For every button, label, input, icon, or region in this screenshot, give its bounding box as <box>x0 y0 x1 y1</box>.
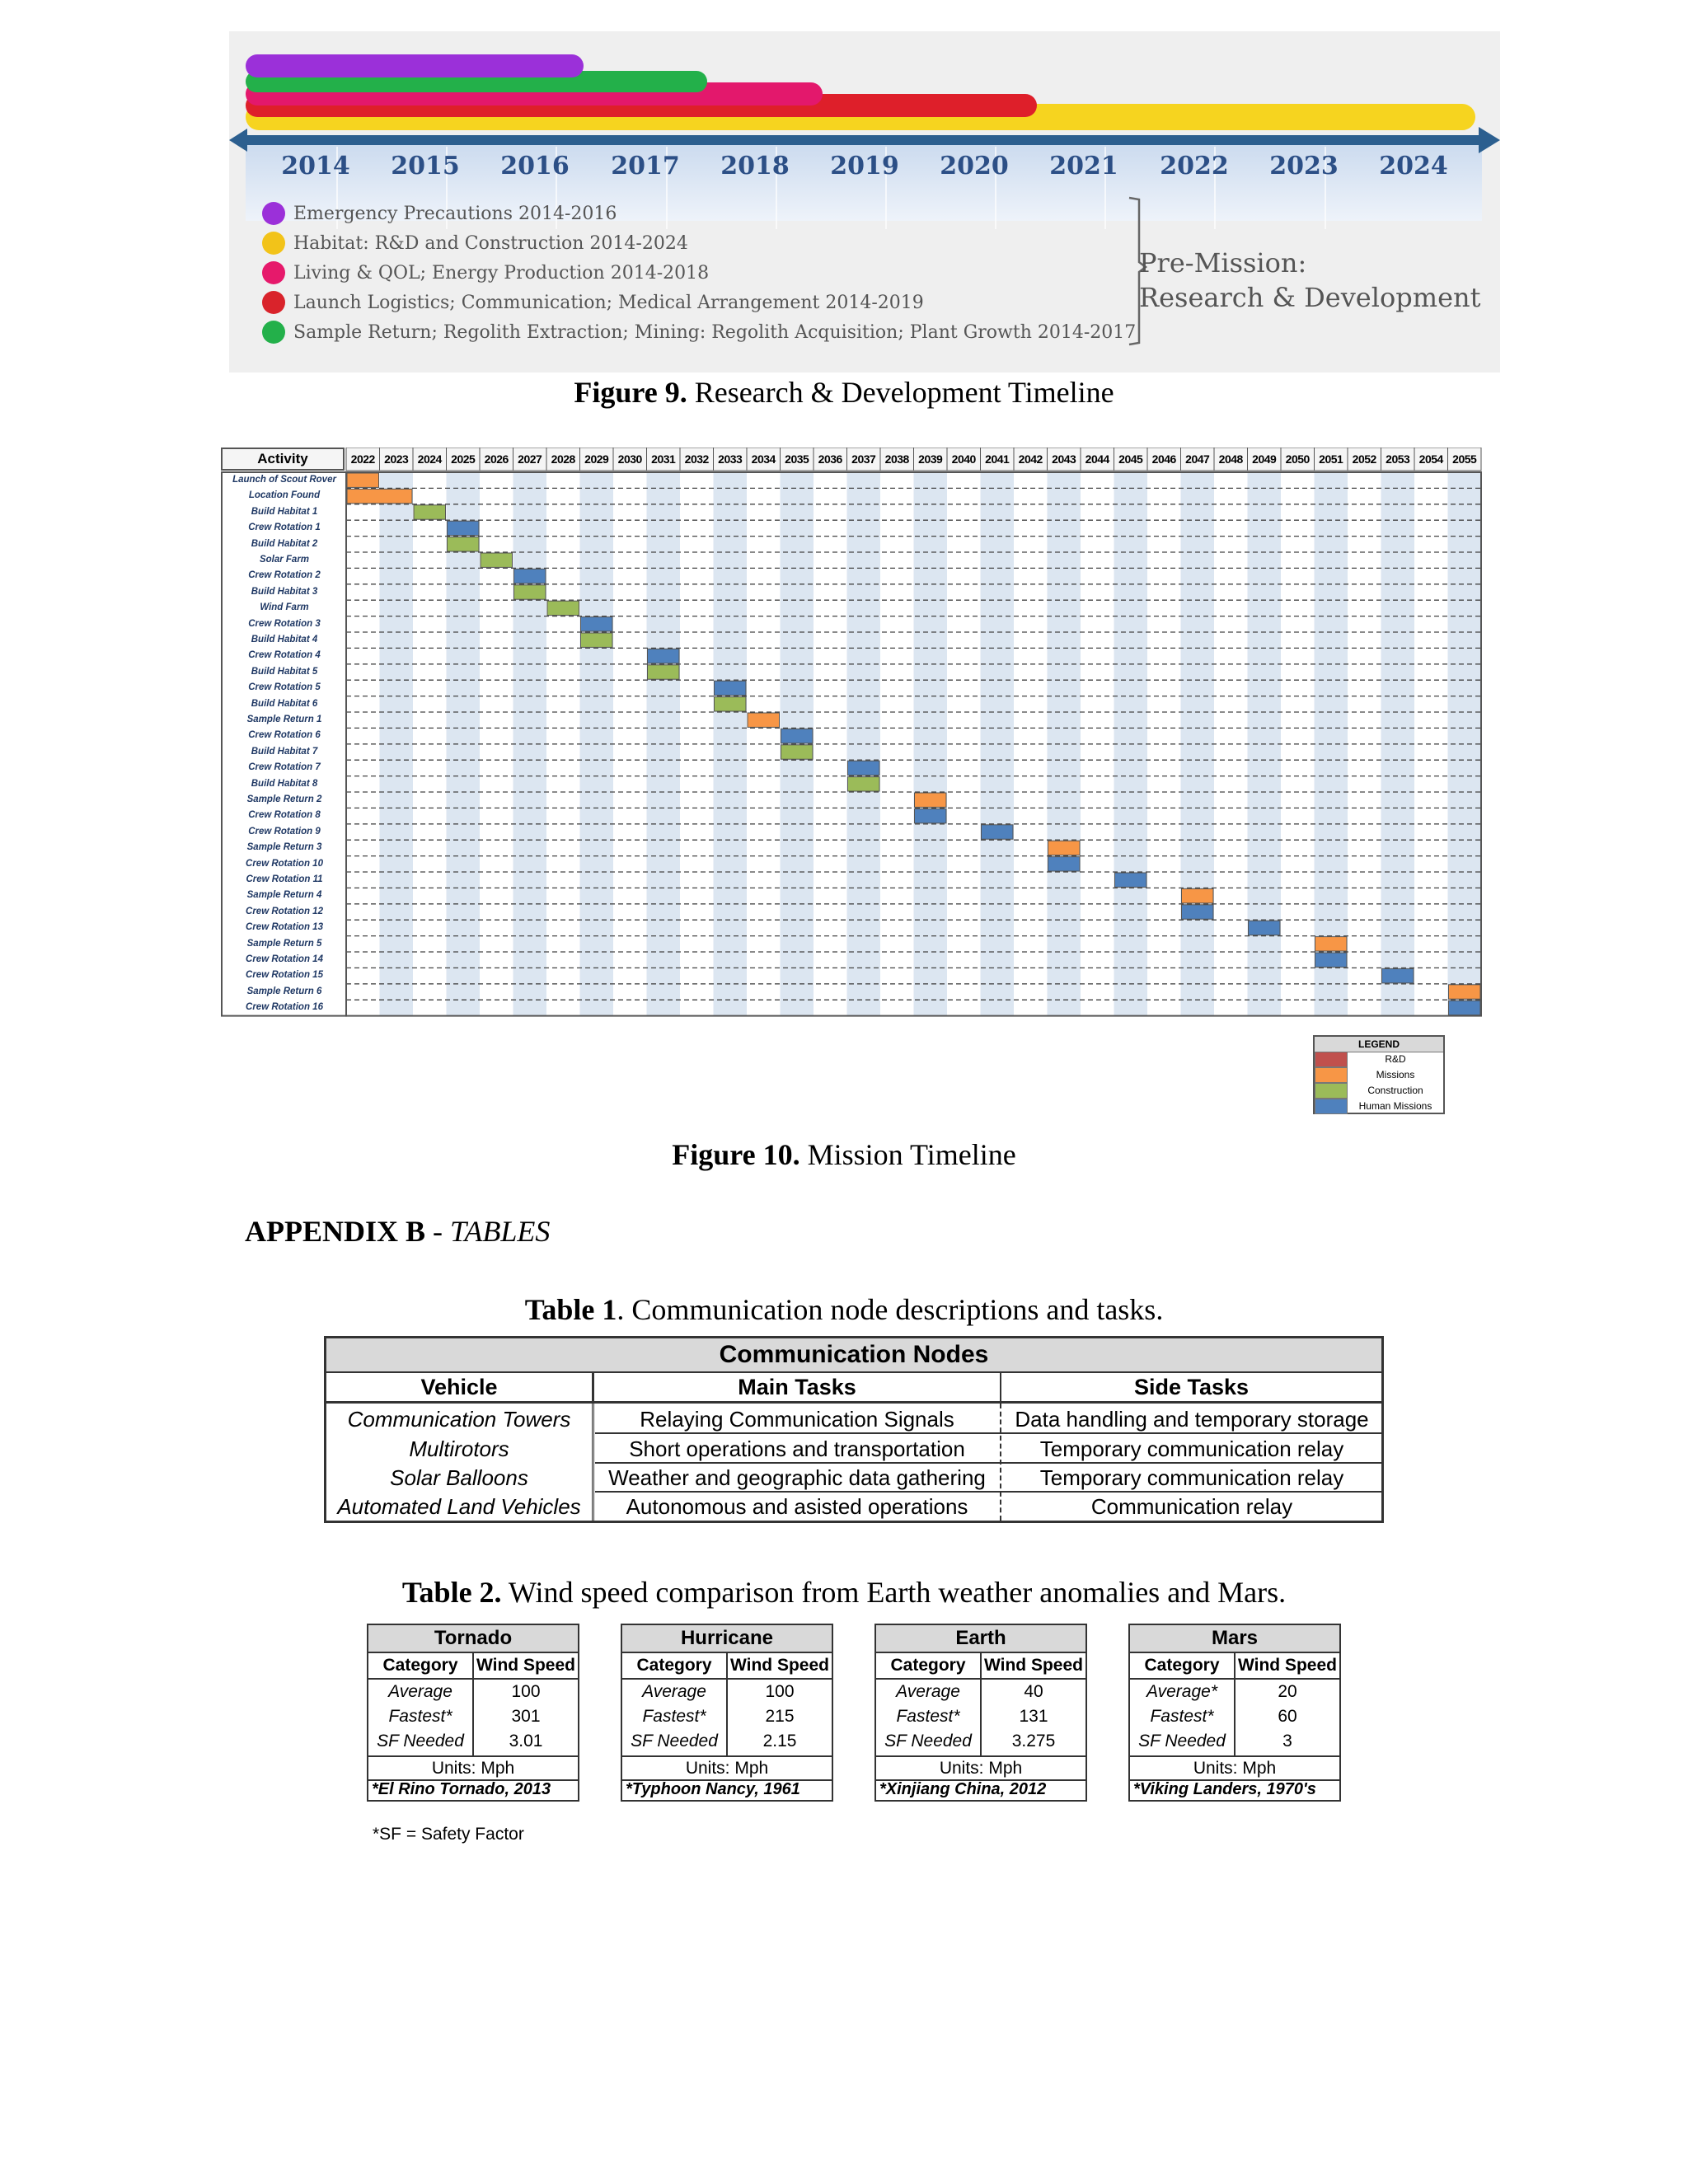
year-label: 2031 <box>651 452 676 466</box>
gantt-bar <box>514 585 546 599</box>
side-task-cell: Data handling and temporary storage <box>1015 1407 1369 1432</box>
legend-text: Habitat: R&D and Construction 2014-2024 <box>293 232 688 254</box>
arrow-left-icon <box>229 129 247 152</box>
activity-label: Crew Rotation 10 <box>246 858 323 869</box>
year-label: 2026 <box>484 452 509 466</box>
table-title: Earth <box>876 1625 1085 1653</box>
activity-label: Crew Rotation 1 <box>248 523 321 533</box>
category-header: Category <box>622 1653 726 1680</box>
gantt-bar <box>915 808 947 823</box>
table-1-caption <box>0 1292 1688 1327</box>
activity-label: Crew Rotation 7 <box>248 762 321 773</box>
year-label: 2052 <box>1352 452 1376 466</box>
wind-speed-cell: 131 <box>1019 1707 1048 1726</box>
units-row: Units: Mph <box>876 1755 1085 1781</box>
legend-dot-icon <box>262 232 285 255</box>
gantt-bar <box>1048 857 1081 871</box>
gantt-bar <box>648 665 680 679</box>
legend-label: R&D <box>1385 1053 1406 1065</box>
legend-item <box>262 288 924 316</box>
category-cell: SF Needed <box>377 1732 464 1750</box>
category-header: Category <box>368 1653 472 1680</box>
activity-label: Build Habitat 8 <box>251 778 318 789</box>
legend-label: Missions <box>1376 1069 1415 1080</box>
activity-label: Crew Rotation 6 <box>248 730 321 741</box>
wind-speed-header: Wind Speed <box>728 1653 832 1680</box>
gantt-bar <box>781 745 814 759</box>
legend-item <box>262 199 617 227</box>
caption-text: Mission Timeline <box>799 1138 1016 1171</box>
gantt-bar <box>781 729 814 743</box>
table-title: Communication Nodes <box>326 1338 1381 1373</box>
gantt-bar <box>481 553 513 567</box>
year-label: 2021 <box>1049 152 1118 180</box>
year-label: 2042 <box>1018 452 1043 466</box>
side-task-cell: Communication relay <box>1090 1494 1293 1519</box>
gantt-bar <box>1315 937 1348 951</box>
activity-label: Sample Return 4 <box>246 890 322 901</box>
activity-label: Crew Rotation 4 <box>248 650 321 661</box>
activity-label: Crew Rotation 15 <box>246 970 323 981</box>
gantt-bar <box>715 697 747 711</box>
table-title: Hurricane <box>622 1625 832 1653</box>
year-label: 2033 <box>718 452 743 466</box>
figure-10-mission-timeline <box>221 448 1482 1021</box>
column-header: Vehicle <box>326 1373 594 1404</box>
appendix-separator: - <box>425 1215 451 1248</box>
vehicle-cell: Solar Balloons <box>390 1465 528 1490</box>
wind-speed-cell: 20 <box>1278 1682 1297 1701</box>
appendix-heading <box>245 1214 550 1249</box>
arrow-right-icon <box>1479 127 1500 153</box>
caption-label: Figure 9. <box>574 376 687 409</box>
main-task-cell: Relaying Communication Signals <box>640 1407 954 1432</box>
gantt-bar <box>1182 888 1214 902</box>
category-cell: Fastest* <box>896 1707 960 1726</box>
activity-label: Build Habitat 7 <box>251 746 318 757</box>
pre-mission-title: Pre-Mission: <box>1139 247 1307 279</box>
gantt-bar <box>1449 1001 1481 1015</box>
legend-title: LEGEND <box>1315 1037 1443 1052</box>
gantt-bar <box>448 537 480 551</box>
legend-label: Human Missions <box>1358 1100 1432 1112</box>
activity-label: Sample Return 5 <box>246 938 322 949</box>
side-task-cell: Temporary communication relay <box>1039 1465 1344 1490</box>
year-label: 2035 <box>785 452 809 466</box>
legend-swatch <box>1315 1052 1348 1067</box>
activity-label: Crew Rotation 14 <box>246 954 323 964</box>
gantt-grid <box>221 448 1482 1021</box>
category-cell: SF Needed <box>631 1732 718 1750</box>
category-cell: Fastest* <box>642 1707 706 1726</box>
activity-label: Crew Rotation 8 <box>248 810 321 821</box>
source-note: *Xinjiang China, 2012 <box>879 1780 1047 1798</box>
legend-text: Sample Return; Regolith Extraction; Mining: Regolith Acquisition; Plant Growth 2014-2017 <box>293 321 1137 343</box>
activity-label: Build Habitat 6 <box>251 698 318 709</box>
appendix-title: TABLES <box>450 1215 551 1248</box>
source-note: *Viking Landers, 1970's <box>1133 1780 1316 1798</box>
figure-9-caption <box>0 375 1688 410</box>
category-header: Category <box>876 1653 980 1680</box>
gantt-bar <box>347 489 412 503</box>
year-label: 2051 <box>1319 452 1343 466</box>
main-task-cell: Autonomous and asisted operations <box>626 1494 968 1519</box>
vehicle-cell: Communication Towers <box>347 1407 571 1432</box>
mission-legend <box>1313 1035 1445 1114</box>
year-label: 2041 <box>985 452 1010 466</box>
year-label: 2048 <box>1218 452 1243 466</box>
table-title: Tornado <box>368 1625 578 1653</box>
legend-item <box>262 318 1136 346</box>
year-label: 2025 <box>451 452 476 466</box>
activity-label: Sample Return 1 <box>246 715 322 724</box>
year-label: 2055 <box>1452 452 1477 466</box>
year-label: 2045 <box>1118 452 1143 466</box>
legend-row <box>1315 1067 1443 1083</box>
year-label: 2022 <box>350 452 375 466</box>
safety-factor-footnote: *SF = Safety Factor <box>373 1825 524 1844</box>
year-label: 2043 <box>1052 452 1076 466</box>
year-label: 2036 <box>818 452 842 466</box>
activity-label: Build Habitat 4 <box>251 635 318 644</box>
gantt-bar <box>1115 873 1147 887</box>
year-label: 2054 <box>1418 452 1443 466</box>
year-label: 2023 <box>1269 152 1339 180</box>
wind-speed-header: Wind Speed <box>1236 1653 1339 1680</box>
communication-nodes-table <box>324 1336 1384 1523</box>
legend-item <box>262 259 709 287</box>
year-label: 2024 <box>417 452 442 466</box>
category-cell: Average <box>896 1682 960 1701</box>
activity-label: Sample Return 6 <box>246 986 322 996</box>
tornado-table <box>367 1624 579 1802</box>
gantt-bar <box>848 777 880 791</box>
caption-label: Figure 10. <box>672 1138 800 1171</box>
legend-label: Construction <box>1367 1085 1423 1096</box>
gantt-bar <box>715 681 747 695</box>
gantt-bar <box>748 713 780 727</box>
legend-text: Living & QOL; Energy Production 2014-2018 <box>293 262 710 284</box>
legend-dot-icon <box>262 202 285 225</box>
caption-text: Research & Development Timeline <box>687 376 1114 409</box>
legend-row <box>1315 1083 1443 1099</box>
category-cell: Average* <box>1146 1682 1217 1701</box>
year-label: 2029 <box>584 452 609 466</box>
side-task-cell: Temporary communication relay <box>1039 1436 1344 1461</box>
wind-speed-cell: 301 <box>511 1707 541 1726</box>
legend-item <box>262 229 688 257</box>
activity-label: Build Habitat 3 <box>251 586 318 597</box>
activity-header: Activity <box>221 448 345 471</box>
caption-label: Table 1 <box>524 1293 617 1326</box>
source-note: *El Rino Tornado, 2013 <box>372 1780 551 1798</box>
source-note: *Typhoon Nancy, 1961 <box>626 1780 800 1798</box>
year-label: 2019 <box>830 152 899 180</box>
category-cell: Fastest* <box>388 1707 452 1726</box>
gantt-bar <box>982 825 1014 839</box>
year-label: 2020 <box>940 152 1009 180</box>
year-label: 2030 <box>617 452 642 466</box>
category-cell: SF Needed <box>884 1732 972 1750</box>
gantt-bar <box>347 473 379 487</box>
units-row: Units: Mph <box>1130 1755 1339 1781</box>
year-label: 2016 <box>500 152 570 180</box>
gantt-bar <box>414 505 446 519</box>
year-label: 2015 <box>391 152 460 180</box>
year-label: 2049 <box>1252 452 1277 466</box>
activity-label: Sample Return 3 <box>246 842 322 853</box>
legend-dot-icon <box>262 261 285 284</box>
caption-label: Table 2. <box>401 1576 502 1609</box>
activity-label: Crew Rotation 11 <box>246 874 323 884</box>
gantt-bar <box>848 761 880 775</box>
activity-label: Launch of Scout Rover <box>232 475 336 485</box>
year-label: 2039 <box>918 452 943 466</box>
timeline-axis <box>246 135 1482 145</box>
caption-text: Wind speed comparison from Earth weather anomalies and Mars. <box>501 1576 1287 1609</box>
category-header: Category <box>1130 1653 1234 1680</box>
activity-label: Crew Rotation 5 <box>248 682 321 693</box>
legend-swatch <box>1315 1099 1348 1114</box>
year-label: 2023 <box>384 452 409 466</box>
year-label: 2022 <box>1160 152 1229 180</box>
activity-label: Build Habitat 5 <box>251 666 318 677</box>
gantt-bar <box>1182 905 1214 919</box>
caption-text: . Communication node descriptions and tasks. <box>617 1293 1164 1326</box>
wind-speed-cell: 100 <box>765 1682 795 1701</box>
legend-swatch <box>1315 1067 1348 1083</box>
units-row: Units: Mph <box>368 1755 578 1781</box>
gantt-bar <box>581 617 613 631</box>
wind-speed-cell: 3.275 <box>1011 1732 1056 1750</box>
category-cell: Average <box>642 1682 706 1701</box>
wind-speed-header: Wind Speed <box>982 1653 1085 1680</box>
activity-label: Crew Rotation 9 <box>248 826 321 837</box>
column-header: Main Tasks <box>594 1373 1001 1404</box>
year-label: 2050 <box>1285 452 1310 466</box>
activity-label: Wind Farm <box>260 602 309 613</box>
gantt-bar <box>1449 985 1481 999</box>
legend-row <box>1315 1099 1443 1114</box>
appendix-label: APPENDIX B <box>245 1215 426 1248</box>
pre-mission-subtitle: Research & Development <box>1139 282 1481 313</box>
figure-9-rd-timeline <box>229 31 1500 373</box>
year-label: 2044 <box>1085 452 1109 466</box>
activity-label: Crew Rotation 12 <box>246 906 323 916</box>
activity-label: Crew Rotation 2 <box>248 570 321 581</box>
activity-label: Build Habitat 2 <box>251 538 318 549</box>
main-task-cell: Weather and geographic data gathering <box>608 1465 986 1490</box>
legend-swatch <box>1315 1083 1348 1099</box>
year-label: 2040 <box>951 452 976 466</box>
vehicle-cell: Multirotors <box>409 1436 509 1461</box>
activity-label: Sample Return 2 <box>246 794 322 804</box>
gantt-bar <box>915 793 947 807</box>
gantt-bar <box>547 601 579 615</box>
year-label: 2032 <box>684 452 709 466</box>
year-label: 2018 <box>720 152 790 180</box>
year-label: 2034 <box>751 452 776 466</box>
wind-speed-cell: 40 <box>1024 1682 1043 1701</box>
gantt-bar <box>648 649 680 663</box>
main-task-cell: Short operations and transportation <box>629 1436 965 1461</box>
gantt-bar <box>514 569 546 583</box>
gantt-bar <box>1315 953 1348 967</box>
wind-speed-cell: 100 <box>511 1682 541 1701</box>
year-label: 2028 <box>551 452 575 466</box>
year-label: 2024 <box>1379 152 1448 180</box>
wind-speed-cell: 2.15 <box>762 1732 797 1750</box>
gantt-bar <box>1382 968 1414 982</box>
bar-emergency-precautions <box>246 54 584 77</box>
legend-dot-icon <box>262 321 285 344</box>
year-label: 2014 <box>281 152 350 180</box>
legend-dot-icon <box>262 291 285 314</box>
activity-label: Solar Farm <box>259 555 310 565</box>
wind-speed-cell: 3.01 <box>509 1732 543 1750</box>
figure-10-caption <box>0 1137 1688 1172</box>
activity-label: Crew Rotation 16 <box>246 1002 323 1013</box>
vehicle-cell: Automated Land Vehicles <box>337 1494 581 1519</box>
activity-label: Location Found <box>248 490 321 501</box>
year-label: 2037 <box>851 452 876 466</box>
table-2-caption <box>0 1575 1688 1610</box>
legend-text: Emergency Precautions 2014-2016 <box>293 203 617 224</box>
column-header: Side Tasks <box>1001 1373 1381 1404</box>
gantt-bar <box>1048 841 1081 855</box>
category-cell: Average <box>388 1682 452 1701</box>
hurricane-table <box>621 1624 833 1802</box>
year-label: 2027 <box>518 452 542 466</box>
activity-label: Build Habitat 1 <box>251 506 318 517</box>
year-label: 2046 <box>1151 452 1176 466</box>
category-cell: Fastest* <box>1150 1707 1214 1726</box>
wind-speed-header: Wind Speed <box>474 1653 578 1680</box>
legend-row <box>1315 1052 1443 1067</box>
year-label: 2047 <box>1185 452 1210 466</box>
units-row: Units: Mph <box>622 1755 832 1781</box>
gantt-bar <box>581 633 613 647</box>
category-cell: SF Needed <box>1138 1732 1226 1750</box>
mars-table <box>1128 1624 1341 1802</box>
col-divider <box>592 1404 594 1521</box>
activity-label: Crew Rotation 3 <box>248 618 321 629</box>
legend-text: Launch Logistics; Communication; Medical Arrangement 2014-2019 <box>293 292 924 313</box>
year-label: 2017 <box>611 152 680 180</box>
wind-speed-cell: 215 <box>765 1707 795 1726</box>
earth-table <box>874 1624 1087 1802</box>
table-title: Mars <box>1130 1625 1339 1653</box>
year-label: 2053 <box>1386 452 1410 466</box>
gantt-bar <box>448 521 480 535</box>
wind-speed-cell: 60 <box>1278 1707 1297 1726</box>
activity-label: Crew Rotation 13 <box>246 922 323 933</box>
wind-speed-cell: 3 <box>1282 1732 1292 1750</box>
year-label: 2038 <box>884 452 909 466</box>
gantt-bar <box>1249 921 1281 935</box>
